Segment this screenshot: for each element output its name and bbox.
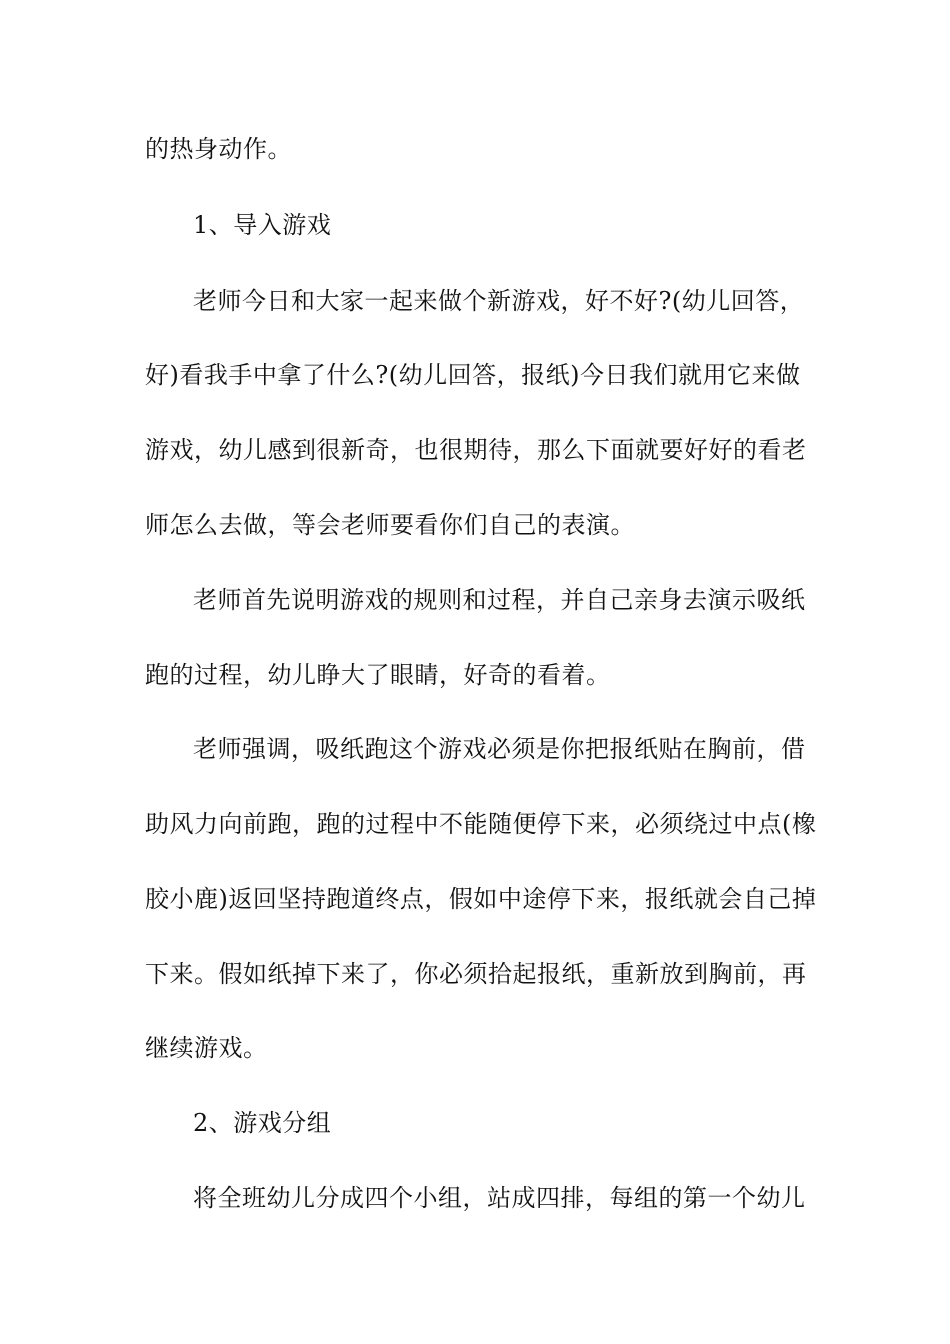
text-line: 继续游戏。 xyxy=(145,1034,268,1062)
text-line: 师怎么去做，等会老师要看你们自己的表演。 xyxy=(145,511,635,539)
text-line: 助风力向前跑，跑的过程中不能随便停下来，必须绕过中点(橡 xyxy=(145,810,817,838)
text-line: 胶小鹿)返回坚持跑道终点，假如中途停下来，报纸就会自己掉 xyxy=(145,885,817,913)
text-line: 好)看我手中拿了什么?(幼儿回答，报纸)今日我们就用它来做 xyxy=(145,361,801,389)
section-heading: 1、导入游戏 xyxy=(193,211,332,239)
text-line: 游戏，幼儿感到很新奇，也很期待，那么下面就要好好的看老 xyxy=(145,436,807,464)
text-line: 将全班幼儿分成四个小组，站成四排，每组的第一个幼儿 xyxy=(193,1184,806,1212)
text-line: 的热身动作。 xyxy=(145,135,292,163)
text-line: 跑的过程，幼儿睁大了眼睛，好奇的看着。 xyxy=(145,661,611,689)
text-line: 老师强调，吸纸跑这个游戏必须是你把报纸贴在胸前，借 xyxy=(193,735,806,763)
text-line: 下来。假如纸掉下来了，你必须拾起报纸，重新放到胸前，再 xyxy=(145,960,807,988)
section-heading: 2、游戏分组 xyxy=(193,1109,332,1137)
text-line: 老师首先说明游戏的规则和过程，并自己亲身去演示吸纸 xyxy=(193,586,806,614)
text-line: 老师今日和大家一起来做个新游戏，好不好?(幼儿回答， xyxy=(193,287,805,315)
